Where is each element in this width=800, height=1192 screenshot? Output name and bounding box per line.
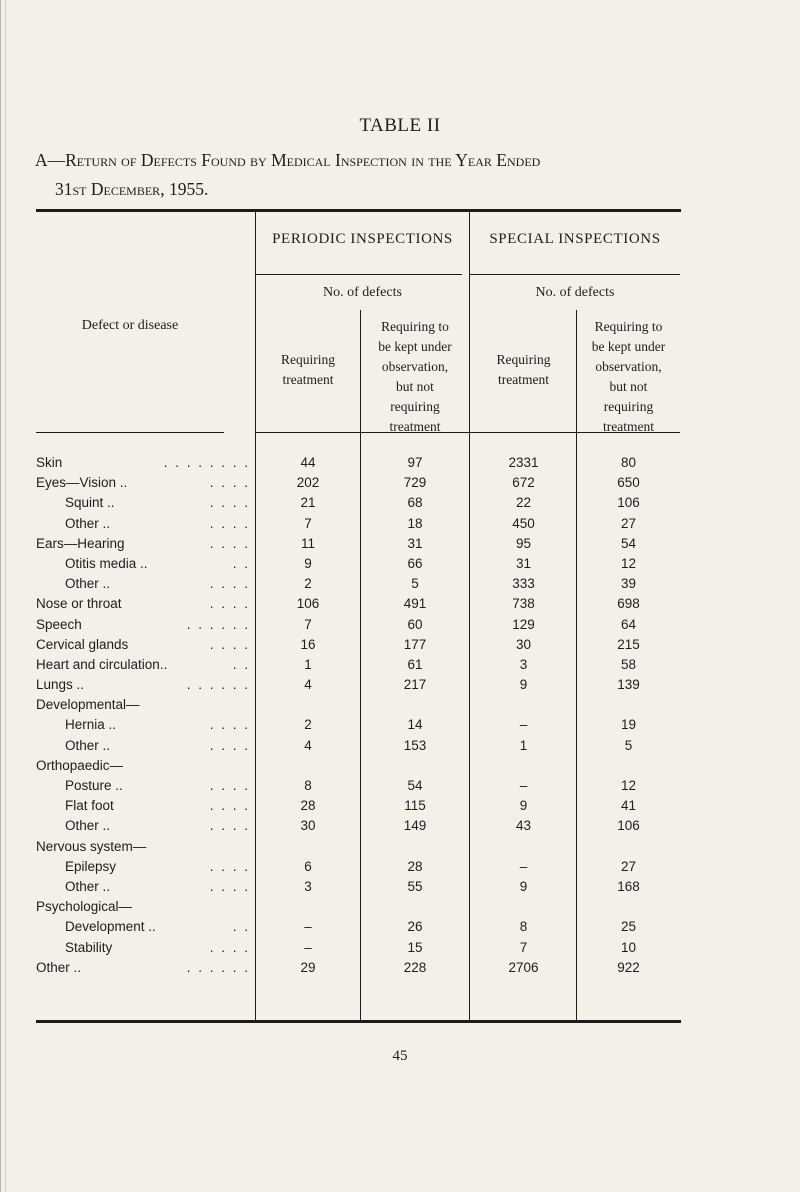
leader-dots: . . . . <box>209 515 250 531</box>
table-cell: 1 <box>304 656 312 672</box>
table-cell: 7 <box>304 616 312 632</box>
table-row <box>0 798 800 818</box>
table-cell: 1 <box>519 737 528 753</box>
periodic-inspections-heading: PERIODIC INSPECTIONS <box>272 231 453 247</box>
table-body <box>0 455 800 980</box>
table-cell: 2331 <box>508 455 539 470</box>
table-row <box>0 637 800 657</box>
leader-dots: . . . . <box>209 535 250 551</box>
table-cell: 9 <box>304 555 312 571</box>
header-line: Requiring to <box>381 319 449 334</box>
table-caption <box>35 146 735 204</box>
table-cell: 215 <box>617 636 640 652</box>
leader-dots: . . . . <box>209 798 250 814</box>
header-line: but not <box>396 379 434 394</box>
row-label: Other .. <box>65 878 111 894</box>
table-cell: 16 <box>300 636 316 652</box>
table-row <box>0 617 800 637</box>
periodic-requiring-observation-heading <box>360 317 470 437</box>
table-row <box>0 940 800 960</box>
table-cell: 2 <box>304 576 312 592</box>
table-cell: 149 <box>403 818 427 834</box>
table-cell: 12 <box>620 778 637 793</box>
table-cell: 95 <box>515 535 532 551</box>
special-requiring-treatment-heading <box>470 350 577 390</box>
leader-dots: . . <box>232 919 250 935</box>
header-line: treatment <box>282 372 334 387</box>
row-label: Other .. <box>36 959 82 975</box>
table-cell: 168 <box>617 878 640 894</box>
table-row <box>0 677 800 697</box>
caption-line-1: A—Return of Defects Found by Medical Inspection in the Year Ended <box>35 150 541 170</box>
table-row <box>0 697 800 717</box>
row-label: Ears—Hearing <box>36 535 125 551</box>
header-line: but not <box>609 379 648 394</box>
table-cell: 27 <box>620 515 637 531</box>
row-label: Development .. <box>65 919 156 935</box>
table-cell: 4 <box>304 677 312 693</box>
header-line: observation, <box>381 359 449 374</box>
table-cell: 729 <box>403 475 427 491</box>
table-cell: – <box>304 939 312 955</box>
leader-dots: . . <box>232 656 250 672</box>
table-cell: 31 <box>407 535 423 551</box>
periodic-sub-rule <box>256 274 462 275</box>
defect-or-disease-heading: Defect or disease <box>81 318 179 333</box>
table-cell: 25 <box>620 919 637 935</box>
table-row <box>0 556 800 576</box>
row-label: Other .. <box>65 737 111 753</box>
table-cell: 2706 <box>508 959 539 975</box>
table-cell: 27 <box>620 858 637 874</box>
table-cell: 9 <box>519 798 528 814</box>
table-cell: 43 <box>515 818 532 834</box>
table-cell: 29 <box>300 959 316 975</box>
table-row <box>0 576 800 596</box>
table-cell: 97 <box>407 455 423 470</box>
leader-dots: . . . . <box>209 878 250 894</box>
leader-dots: . . . . . . <box>186 959 250 975</box>
table-cell: 491 <box>403 596 427 612</box>
table-cell: – <box>519 858 528 874</box>
table-cell: 61 <box>407 656 423 672</box>
table-cell: 15 <box>407 939 423 955</box>
table-cell: 202 <box>296 475 320 491</box>
table-cell: 333 <box>512 576 535 592</box>
leader-dots: . . . . <box>209 636 250 652</box>
table-cell: 28 <box>407 858 423 874</box>
table-cell: 650 <box>617 475 640 491</box>
leader-dots: . . . . <box>209 818 250 834</box>
table-cell: 60 <box>407 616 423 632</box>
table-cell: 9 <box>519 878 528 894</box>
table-cell: 228 <box>403 959 427 975</box>
row-label: Other .. <box>65 818 111 834</box>
row-label: Squint .. <box>65 495 115 511</box>
table-row <box>0 859 800 879</box>
header-line: treatment <box>389 419 441 434</box>
table-cell: 129 <box>512 616 535 632</box>
special-inspections-heading: SPECIAL INSPECTIONS <box>489 231 661 247</box>
row-label: Otitis media .. <box>65 555 148 571</box>
row-label: Psychological— <box>36 899 133 915</box>
leader-dots: . . . . <box>209 495 250 511</box>
row-label: Epilepsy <box>65 858 117 874</box>
table-cell: 922 <box>617 959 640 975</box>
table-cell: 7 <box>519 939 528 955</box>
table-cell: 7 <box>304 515 312 531</box>
row-label: Orthopaedic— <box>36 757 124 773</box>
table-cell: 41 <box>620 798 637 814</box>
table-row <box>0 879 800 899</box>
leader-dots: . . . . . . <box>186 677 250 693</box>
row-label: Nervous system— <box>36 838 147 854</box>
page-number: 45 <box>392 1048 408 1064</box>
bottom-rule <box>36 1020 681 1023</box>
table-cell: 738 <box>512 596 535 612</box>
table-row <box>0 818 800 838</box>
table-cell: 106 <box>617 818 640 834</box>
table-cell: 39 <box>620 576 637 592</box>
top-rule <box>36 209 681 212</box>
table-cell: 19 <box>620 717 637 733</box>
periodic-requiring-treatment-heading <box>256 350 360 390</box>
header-line: be kept under <box>378 339 452 354</box>
table-cell: 21 <box>300 495 316 511</box>
table-row <box>0 839 800 859</box>
table-cell: 44 <box>300 455 316 470</box>
row-label: Nose or throat <box>36 596 122 612</box>
table-cell: 177 <box>403 636 427 652</box>
table-row <box>0 596 800 616</box>
table-cell: 5 <box>411 576 419 592</box>
leader-dots: . . . . <box>209 737 250 753</box>
table-row <box>0 899 800 919</box>
leader-dots: . . . . <box>209 717 250 733</box>
table-cell: 80 <box>620 455 637 470</box>
table-cell: 64 <box>620 616 637 632</box>
leader-dots: . . . . . . . . <box>163 455 250 470</box>
leader-dots: . . . . <box>209 939 250 955</box>
header-line: Requiring <box>281 352 335 367</box>
periodic-no-of-defects: No. of defects <box>323 285 402 300</box>
table-cell: 54 <box>620 535 637 551</box>
table-cell: 26 <box>407 919 423 935</box>
row-label: Eyes—Vision .. <box>36 475 128 491</box>
table-cell: 139 <box>617 677 640 693</box>
row-label: Other .. <box>65 576 111 592</box>
header-line: requiring <box>390 399 440 414</box>
table-row <box>0 758 800 778</box>
table-cell: 54 <box>407 778 423 793</box>
defect-header-rule <box>36 432 224 433</box>
leader-dots: . . <box>232 555 250 571</box>
table-cell: 8 <box>304 778 312 793</box>
header-line: be kept under <box>591 339 666 354</box>
table-cell: 30 <box>515 636 532 652</box>
table-cell: 14 <box>407 717 423 733</box>
table-cell: 115 <box>404 798 426 814</box>
row-label: Skin <box>36 455 63 470</box>
row-label: Flat foot <box>65 798 114 814</box>
table-cell: 28 <box>300 798 316 814</box>
table-cell: 3 <box>519 656 528 672</box>
table-cell: 6 <box>304 858 312 874</box>
leader-dots: . . . . <box>209 475 250 491</box>
row-label: Other .. <box>65 515 111 531</box>
table-cell: 68 <box>407 495 423 511</box>
table-cell: 2 <box>304 717 312 733</box>
table-row <box>0 919 800 939</box>
table-cell: 9 <box>519 677 528 693</box>
header-line: treatment <box>603 419 654 434</box>
table-cell: 66 <box>407 555 423 571</box>
table-cell: 672 <box>512 475 535 491</box>
table-row <box>0 960 800 980</box>
leader-dots: . . . . <box>209 778 250 793</box>
table-title: TABLE II <box>359 115 441 136</box>
table-cell: 106 <box>296 596 320 612</box>
table-row <box>0 455 800 475</box>
table-cell: 31 <box>515 555 532 571</box>
table-cell: 55 <box>407 878 423 894</box>
row-label: Heart and circulation.. <box>36 656 168 672</box>
table-cell: – <box>304 919 312 935</box>
caption-line-2: 31st December, 1955. <box>55 179 209 199</box>
leader-dots: . . . . . . <box>186 616 250 632</box>
table-row <box>0 536 800 556</box>
header-line: treatment <box>498 372 549 387</box>
special-sub-rule <box>470 274 680 275</box>
table-row <box>0 778 800 798</box>
table-row <box>0 657 800 677</box>
table-cell: 698 <box>617 596 640 612</box>
table-cell: 5 <box>624 737 633 753</box>
table-cell: 8 <box>519 919 528 935</box>
header-line: Requiring to <box>594 319 663 334</box>
special-no-of-defects: No. of defects <box>535 285 615 300</box>
table-cell: 4 <box>304 737 312 753</box>
special-requiring-observation-heading <box>577 317 680 437</box>
table-cell: 22 <box>515 495 532 511</box>
table-cell: 11 <box>300 535 315 551</box>
table-cell: 153 <box>403 737 427 753</box>
leader-dots: . . . . <box>209 858 250 874</box>
row-label: Posture .. <box>65 778 123 793</box>
table-row <box>0 738 800 758</box>
row-label: Speech <box>36 616 82 632</box>
row-label: Cervical glands <box>36 636 129 652</box>
row-label: Lungs .. <box>36 677 85 693</box>
table-cell: 30 <box>300 818 316 834</box>
row-label: Hernia .. <box>65 717 117 733</box>
table-row <box>0 495 800 515</box>
leader-dots: . . . . <box>209 596 250 612</box>
table-cell: 3 <box>304 878 312 894</box>
table-cell: 18 <box>407 515 423 531</box>
table-cell: 106 <box>617 495 640 511</box>
table-cell: – <box>519 717 528 733</box>
header-line: observation, <box>595 359 662 374</box>
table-cell: 10 <box>620 939 637 955</box>
row-label: Developmental— <box>36 697 140 713</box>
leader-dots: . . . . <box>209 576 250 592</box>
table-cell: 12 <box>620 555 637 571</box>
table-cell: 217 <box>403 677 427 693</box>
table-row <box>0 717 800 737</box>
table-row <box>0 516 800 536</box>
table-cell: 450 <box>512 515 535 531</box>
table-cell: 58 <box>620 656 637 672</box>
table-cell: – <box>519 778 528 793</box>
header-line: requiring <box>603 399 654 414</box>
row-label: Stability <box>65 939 113 955</box>
header-line: Requiring <box>496 352 551 367</box>
table-row <box>0 475 800 495</box>
